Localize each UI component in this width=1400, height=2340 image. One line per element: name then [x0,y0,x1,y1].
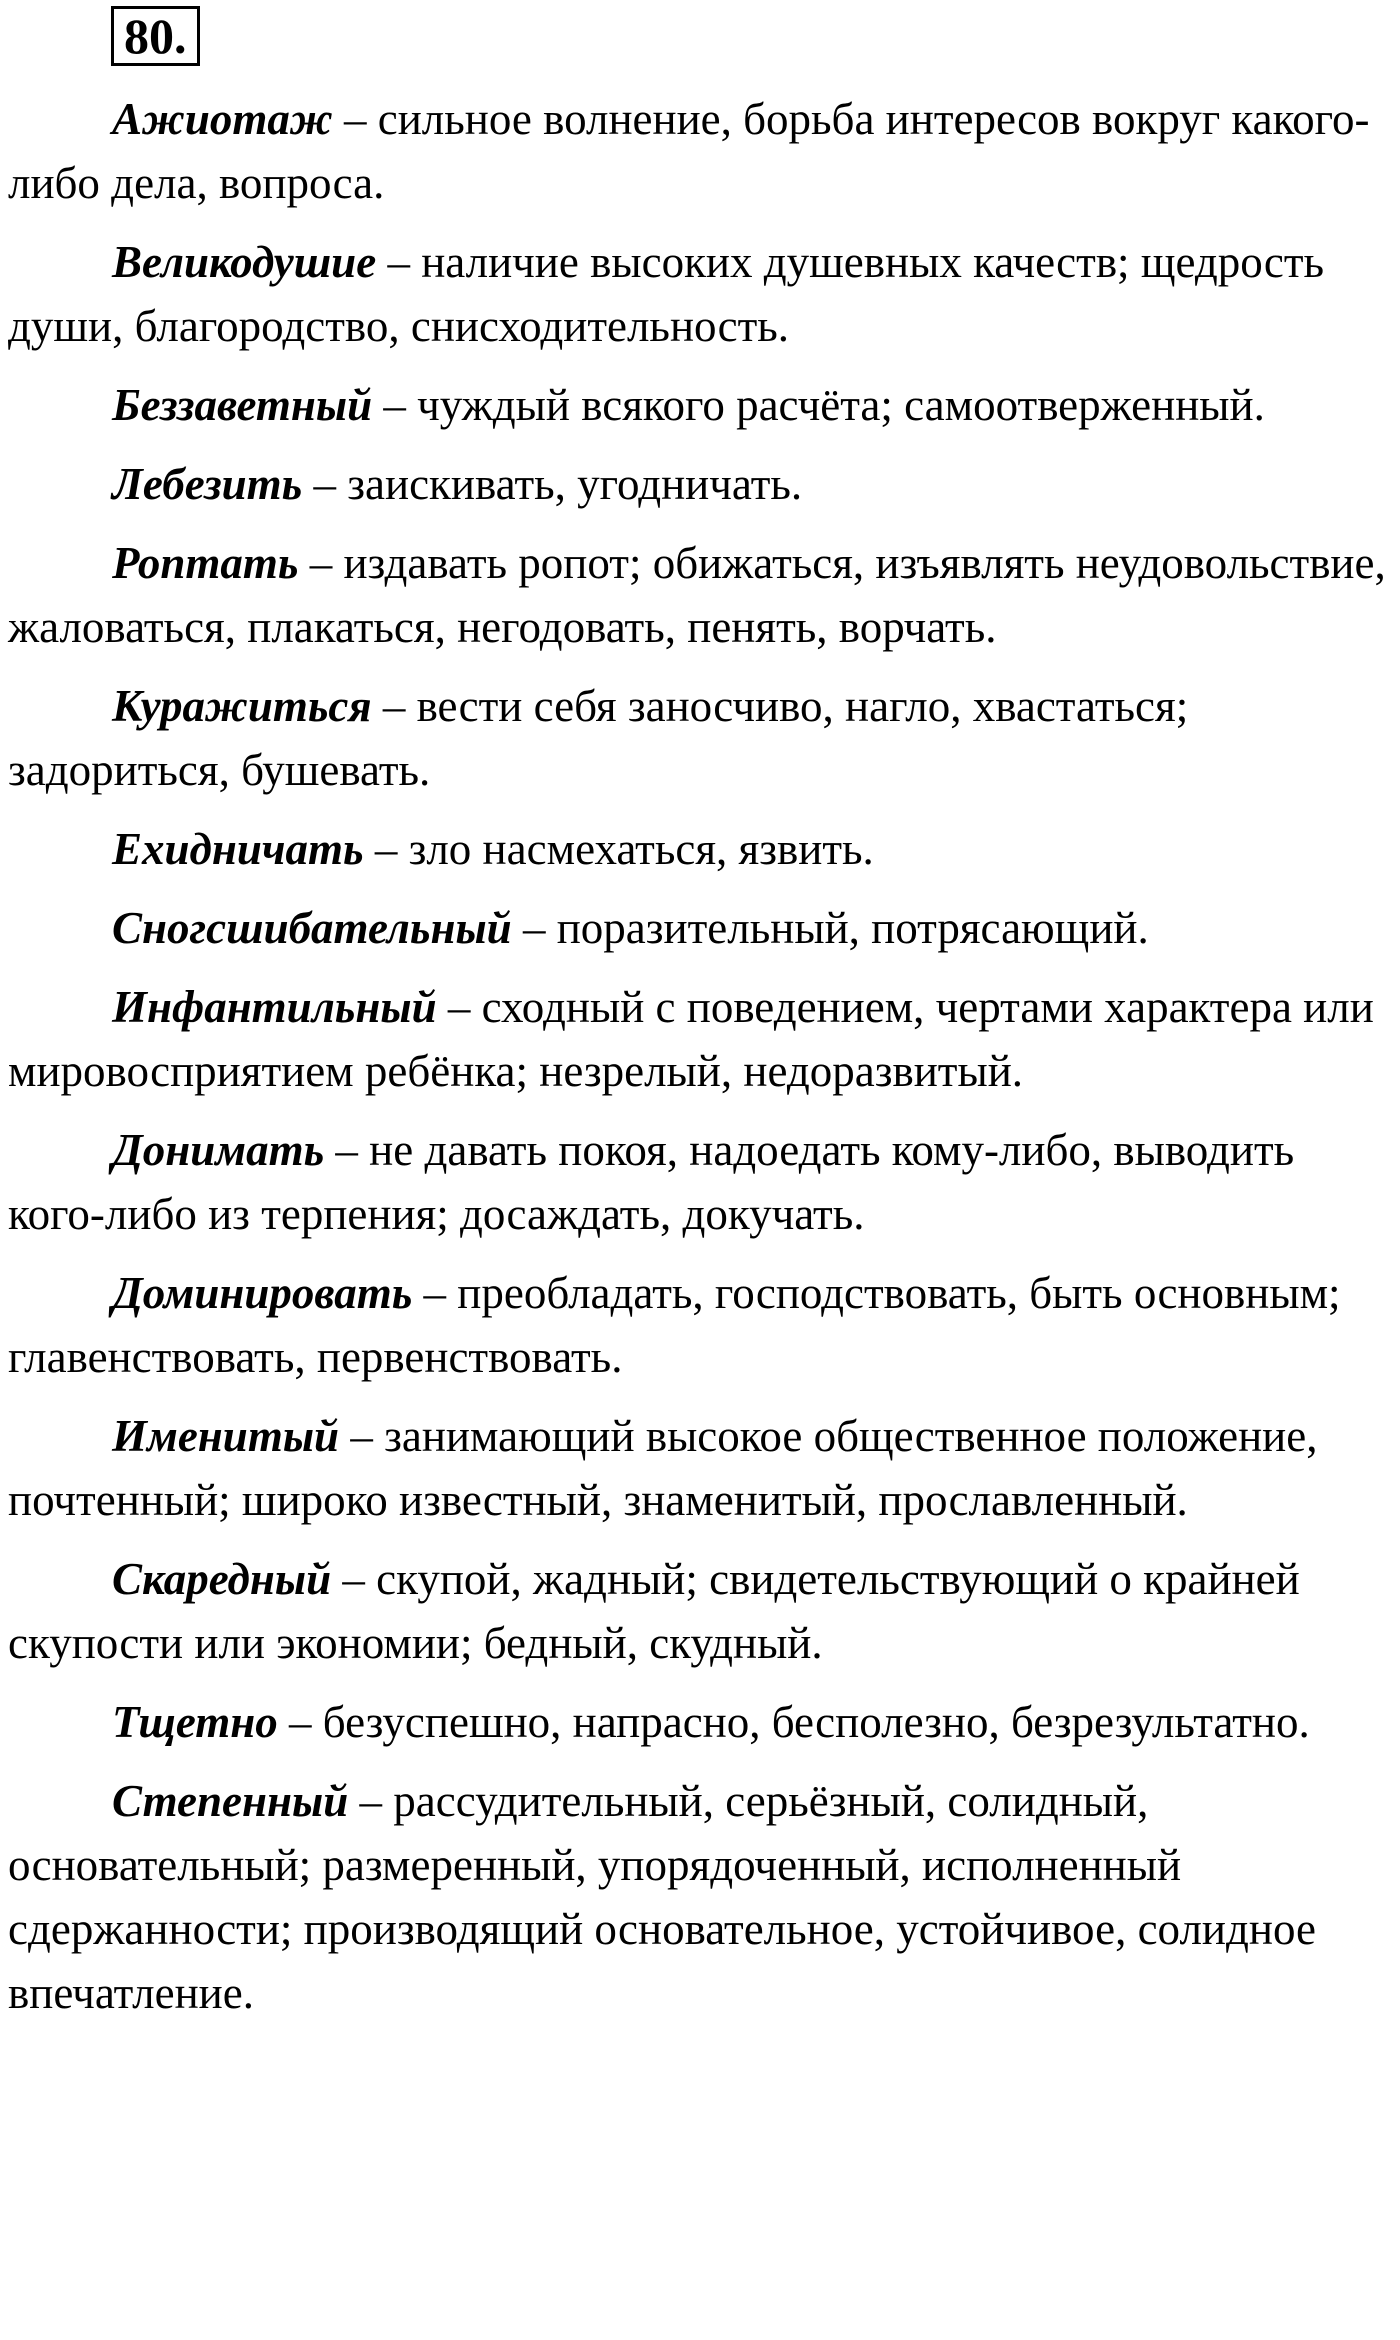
vocabulary-entry [8,87,1393,215]
vocabulary-entry [8,1404,1393,1532]
entry-term: Скаредный [112,1554,332,1604]
entry-term: Степенный [112,1776,349,1826]
exercise-number: 80. [111,6,200,66]
entry-term: Роптать [112,538,299,588]
vocabulary-entry [8,896,1393,960]
entry-definition: – сильное волнение, борьба интересов вокруг какого-либо дела, вопроса. [8,94,1370,208]
entry-definition: – занимающий высокое общественное положение, почтенный; широко известный, знаменитый, прославленный. [8,1411,1318,1525]
entry-definition: – не давать покоя, надоедать кому-либо, выводить кого-либо из терпения; досаждать, докучать. [8,1125,1295,1239]
vocabulary-entry [8,1261,1393,1389]
vocabulary-entry [8,1769,1393,2025]
entry-definition: – поразительный, потрясающий. [511,903,1149,953]
entry-definition: – издавать ропот; обижаться, изъявлять неудовольствие, жаловаться, плакаться, негодовать, пенять, ворчать. [8,538,1386,652]
entry-definition: – рассудительный, серьёзный, солидный, основательный; размеренный, упорядоченный, исполненный сдержанности; производящий основательное, устойчивое, солидное впечатление. [8,1776,1316,2018]
vocabulary-entry [8,674,1393,802]
vocabulary-entry [8,1118,1393,1246]
vocabulary-entry [8,373,1393,437]
entry-definition: – преобладать, господствовать, быть основным; главенствовать, первенствовать. [8,1268,1341,1382]
entry-term: Сногсшибательный [112,903,512,953]
vocabulary-list [8,87,1393,2040]
entry-definition: – наличие высоких душевных качеств; щедрость души, благородство, снисходительность. [8,237,1325,351]
entry-definition: – вести себя заносчиво, нагло, хвастаться; задориться, бушевать. [8,681,1189,795]
entry-definition: – зло насмехаться, язвить. [363,824,874,874]
entry-term: Лебезить [112,459,303,509]
vocabulary-entry [8,230,1393,358]
entry-term: Ажиотаж [112,94,333,144]
entry-definition: – заискивать, угодничать. [302,459,803,509]
vocabulary-entry [8,531,1393,659]
entry-term: Куражиться [112,681,372,731]
entry-term: Великодушие [112,237,377,287]
vocabulary-entry [8,1690,1393,1754]
vocabulary-entry [8,975,1393,1103]
entry-term: Беззаветный [112,380,373,430]
entry-term: Именитый [112,1411,340,1461]
entry-definition: – чуждый всякого расчёта; самоотверженный. [372,380,1265,430]
vocabulary-entry [8,452,1393,516]
entry-term: Донимать [112,1125,325,1175]
vocabulary-entry [8,1547,1393,1675]
entry-definition: – скупой, жадный; свидетельствующий о крайней скупости или экономии; бедный, скудный. [8,1554,1300,1668]
entry-term: Доминировать [112,1268,413,1318]
entry-term: Тщетно [112,1697,278,1747]
entry-definition: – сходный с поведением, чертами характера или мировосприятием ребёнка; незрелый, недоразвитый. [8,982,1374,1096]
vocabulary-entry [8,817,1393,881]
entry-term: Ехидничать [112,824,364,874]
entry-term: Инфантильный [112,982,437,1032]
entry-definition: – безуспешно, напрасно, бесполезно, безрезультатно. [277,1697,1310,1747]
